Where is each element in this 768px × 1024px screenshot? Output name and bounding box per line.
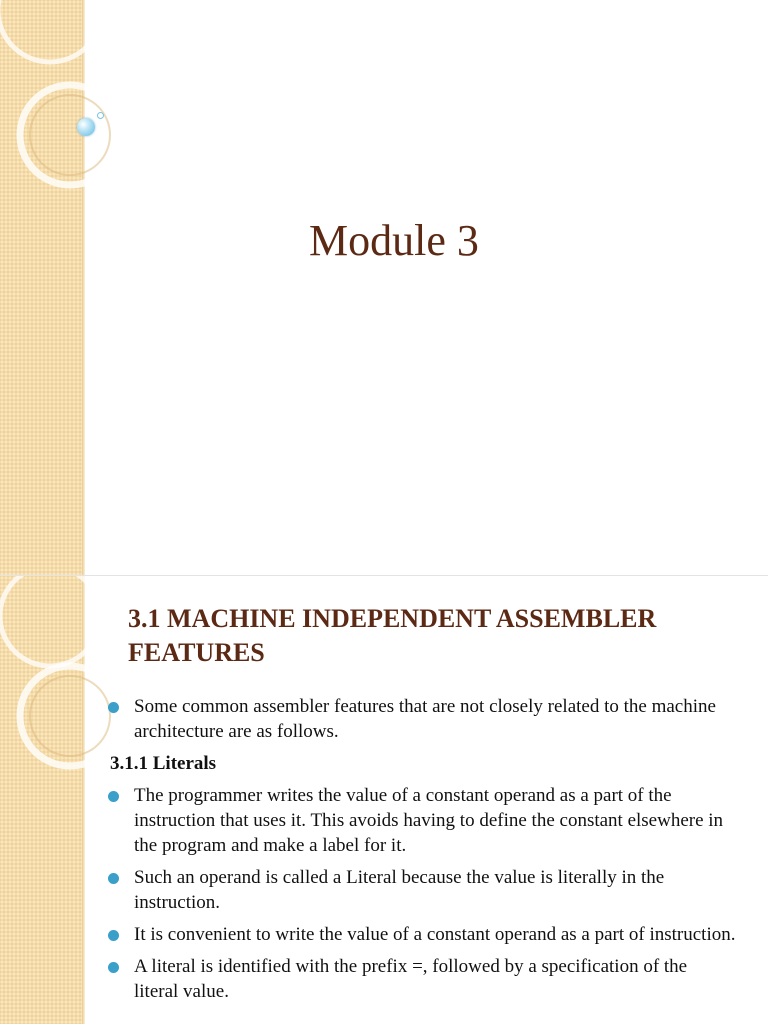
bullet-icon [108,702,119,713]
small-bubble-icon [97,112,104,119]
list-item [106,954,736,1004]
content-slide [0,576,768,1024]
subheading: 3.1.1 Literals [110,753,217,774]
section-heading: 3.1 MACHINE INDEPENDENT ASSEMBLER FEATURES [128,604,657,667]
bullet-icon [108,873,119,884]
bullet-text: The programmer writes the value of a constant operand as a part of the instruction that uses it. This avoids having to define the constant elsewhere in the program and make a label for it. [134,785,724,856]
bullet-text: Such an operand is called a Literal because the value is literally in the instruction. [134,867,665,913]
list-item [106,922,736,947]
slide-content [106,694,736,1011]
list-item [106,783,736,858]
bullet-text: Some common assembler features that are not closely related to the machine architecture are as follows. [134,696,716,742]
bubble-icon [77,118,95,136]
bullet-text: A literal is identified with the prefix =, followed by a specification of the literal value. [134,956,688,1002]
bullet-icon [108,791,119,802]
decorative-rings [0,576,120,816]
bullet-icon [108,930,119,941]
page-title: Module 3 [309,216,479,265]
list-item [106,865,736,915]
bullet-text: It is convenient to write the value of a constant operand as a part of instruction. [134,924,736,945]
bullet-icon [108,962,119,973]
list-item [106,694,736,744]
